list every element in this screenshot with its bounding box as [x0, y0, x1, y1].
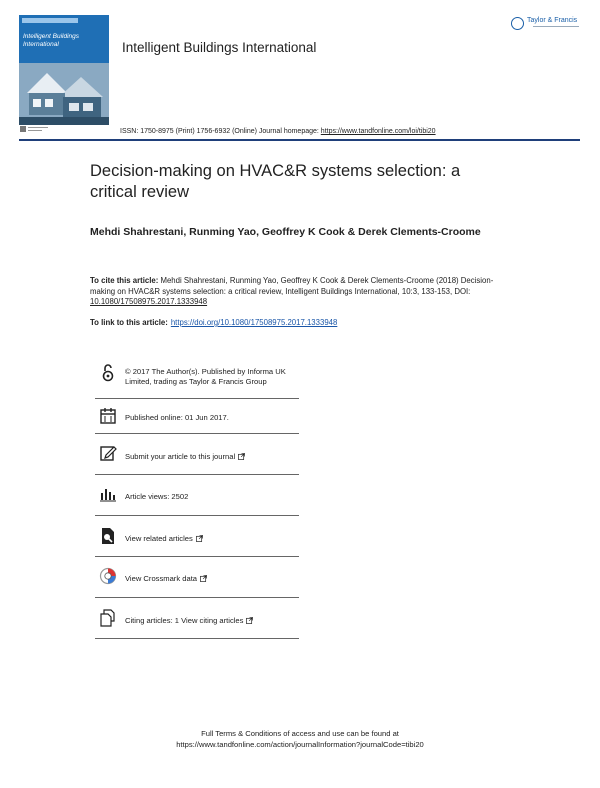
issn-text: ISSN: 1750-8975 (Print) 1756-6932 (Online) Journal homepage:: [120, 128, 321, 135]
external-link-icon: [246, 617, 253, 624]
meta-item-text: Article views: 2502: [125, 492, 189, 501]
publisher-logo-name: Taylor & Francis: [527, 17, 578, 24]
edit-icon: [99, 444, 117, 462]
citation-block: [90, 276, 510, 308]
meta-item-text[interactable]: Submit your article to this journal: [125, 452, 236, 461]
cover-bar: [22, 18, 78, 23]
issn-line: [120, 128, 436, 135]
external-link-icon: [200, 575, 207, 582]
calendar-icon: [99, 407, 117, 425]
meta-item-license: [95, 360, 299, 399]
journal-homepage-link[interactable]: https://www.tandfonline.com/loi/tibi20: [320, 128, 436, 135]
article-title: Decision-making on HVAC&R systems selection: a critical review: [90, 162, 461, 201]
publisher-logo: [511, 17, 583, 35]
article-link-label: To link to this article:: [90, 318, 168, 327]
external-link-icon: [196, 535, 203, 542]
meta-item-text[interactable]: Citing articles: 1 View citing articles: [125, 616, 244, 625]
meta-item-crossmark[interactable]: [95, 557, 299, 598]
meta-item-text[interactable]: View related articles: [125, 534, 193, 543]
citation-text: Mehdi Shahrestani, Runming Yao, Geoffrey K Cook & Derek Clements-Croome (2018) Decision-making on HVAC&R systems selection: a critical review, Intelligent Buildings International, 10:3, 133-153, DOI:: [90, 276, 494, 296]
bar-chart-icon: [99, 485, 117, 503]
journal-cover: [19, 15, 109, 125]
citation-label: To cite this article:: [90, 276, 159, 285]
meta-item-views: [95, 475, 299, 516]
meta-item-citing[interactable]: [95, 598, 299, 639]
journal-name: Intelligent Buildings International: [122, 40, 317, 55]
external-link-icon: [238, 453, 245, 460]
header-divider: [19, 139, 580, 141]
cover-image: [19, 63, 109, 125]
meta-item-submit[interactable]: [95, 434, 299, 475]
search-document-icon: [99, 527, 117, 545]
publisher-logo-tagline: [533, 26, 579, 27]
footer-terms-link[interactable]: https://www.tandfonline.com/action/journalInformation?journalCode=tibi20: [176, 740, 424, 749]
article-meta-list: [95, 360, 299, 639]
article-authors: Mehdi Shahrestani, Runming Yao, Geoffrey K Cook & Derek Clements-Croome: [90, 226, 481, 238]
meta-item-published: [95, 399, 299, 434]
meta-item-text: Published online: 01 Jun 2017.: [125, 413, 229, 422]
article-link-block: [90, 318, 510, 328]
crossmark-icon: [99, 567, 117, 585]
citing-articles-icon: [99, 609, 117, 627]
cover-title: Intelligent Buildings International: [23, 33, 80, 48]
footer: [0, 728, 600, 750]
small-publisher-logo-icon: [20, 126, 48, 132]
meta-item-related[interactable]: [95, 516, 299, 557]
footer-terms-text: Full Terms & Conditions of access and use can be found at: [201, 729, 399, 738]
article-link-url[interactable]: https://doi.org/10.1080/17508975.2017.1333948: [170, 318, 338, 327]
meta-item-text[interactable]: View Crossmark data: [125, 574, 198, 583]
citation-doi-link[interactable]: 10.1080/17508975.2017.1333948: [90, 297, 208, 306]
publisher-logo-icon: [511, 17, 524, 30]
open-access-icon: [99, 364, 117, 382]
meta-item-text: © 2017 The Author(s). Published by Informa UK Limited, trading as Taylor & Francis Group: [125, 367, 286, 386]
